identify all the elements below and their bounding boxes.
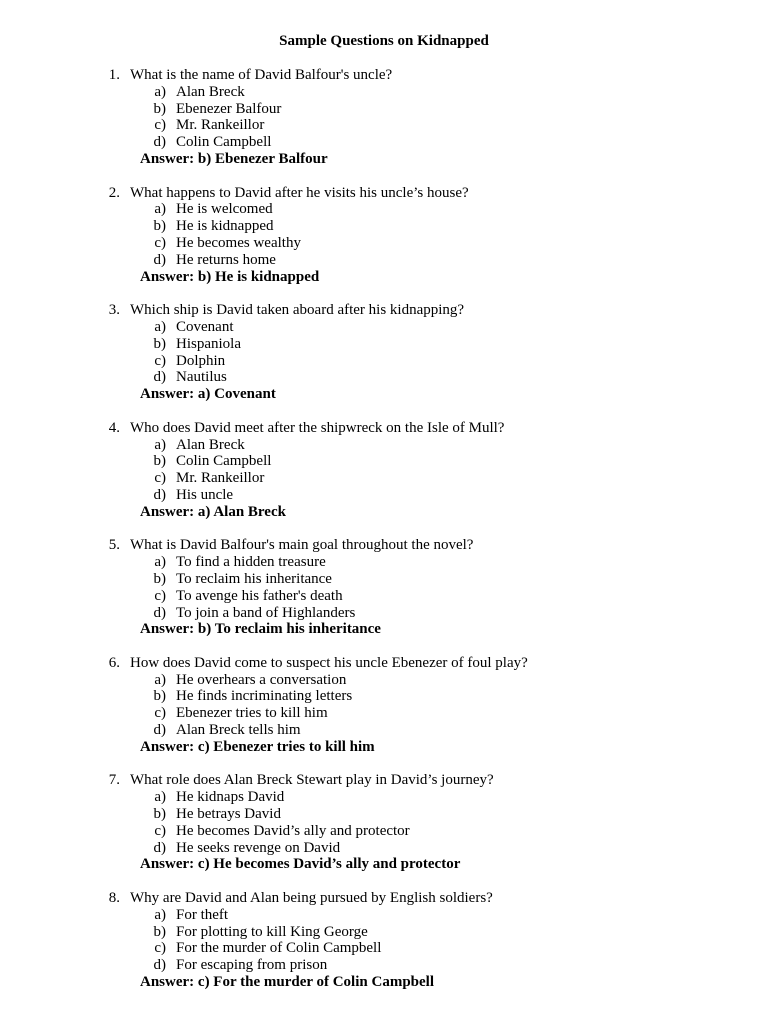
option-text: Colin Campbell <box>176 453 272 470</box>
option-item <box>0 823 768 840</box>
option-text: He seeks revenge on David <box>176 839 341 856</box>
question-row <box>0 890 768 907</box>
option-letter: d) <box>153 486 166 503</box>
question-row <box>0 655 768 672</box>
question-item <box>0 537 768 638</box>
option-letter: a) <box>154 554 166 571</box>
option-item <box>0 554 768 571</box>
option-text: For escaping from prison <box>176 957 328 974</box>
option-item <box>0 705 768 722</box>
question-text: Who does David meet after the shipwreck on the Isle of Mull? <box>130 419 505 436</box>
question-number: 7. <box>108 772 120 789</box>
option-text: Nautilus <box>176 369 227 386</box>
option-list <box>0 201 768 268</box>
question-text: Why are David and Alan being pursued by English soldiers? <box>130 890 493 907</box>
option-item <box>0 688 768 705</box>
question-row <box>0 67 768 84</box>
answer-line: Answer: c) For the murder of Colin Campbell <box>140 974 434 991</box>
option-letter: c) <box>154 234 166 251</box>
option-letter: a) <box>154 436 166 453</box>
option-item <box>0 252 768 269</box>
option-item <box>0 235 768 252</box>
option-text: He returns home <box>176 251 276 268</box>
option-text: He betrays David <box>176 806 281 823</box>
option-item <box>0 722 768 739</box>
question-row <box>0 537 768 554</box>
option-letter: a) <box>154 789 166 806</box>
option-list <box>0 907 768 974</box>
question-item <box>0 772 768 873</box>
option-text: His uncle <box>176 486 234 503</box>
answer-line: Answer: c) He becomes David’s ally and protector <box>140 856 461 873</box>
option-item <box>0 789 768 806</box>
option-item <box>0 672 768 689</box>
option-letter: c) <box>154 940 166 957</box>
option-item <box>0 924 768 941</box>
answer-line: Answer: b) Ebenezer Balfour <box>140 150 328 167</box>
question-text: What happens to David after he visits his uncle’s house? <box>130 184 469 201</box>
question-number: 4. <box>108 419 120 436</box>
question-item <box>0 890 768 991</box>
option-item <box>0 840 768 857</box>
option-text: Alan Breck tells him <box>176 722 301 739</box>
question-row <box>0 302 768 319</box>
option-letter: b) <box>153 806 166 823</box>
option-text: Ebenezer Balfour <box>176 100 282 117</box>
question-row <box>0 772 768 789</box>
option-text: He becomes David’s ally and protector <box>176 822 410 839</box>
option-letter: d) <box>153 134 166 151</box>
option-item <box>0 437 768 454</box>
option-text: Dolphin <box>176 352 226 369</box>
option-text: He is welcomed <box>176 201 273 218</box>
question-item <box>0 655 768 756</box>
option-text: To reclaim his inheritance <box>176 570 332 587</box>
option-letter: c) <box>154 352 166 369</box>
option-text: Hispaniola <box>176 335 241 352</box>
option-letter: d) <box>153 369 166 386</box>
question-item <box>0 185 768 286</box>
option-list <box>0 554 768 621</box>
option-text: For plotting to kill King George <box>176 923 368 940</box>
question-text: Which ship is David taken aboard after his kidnapping? <box>130 302 465 319</box>
option-text: To join a band of Highlanders <box>176 604 356 621</box>
option-item <box>0 201 768 218</box>
question-number: 8. <box>108 890 120 907</box>
option-list <box>0 84 768 151</box>
option-item <box>0 369 768 386</box>
option-letter: d) <box>153 839 166 856</box>
option-letter: d) <box>153 957 166 974</box>
option-item <box>0 134 768 151</box>
option-text: For the murder of Colin Campbell <box>176 940 382 957</box>
option-item <box>0 117 768 134</box>
question-row <box>0 185 768 202</box>
option-item <box>0 571 768 588</box>
option-letter: b) <box>153 335 166 352</box>
question-text: How does David come to suspect his uncle Ebenezer of foul play? <box>130 654 528 671</box>
option-item <box>0 218 768 235</box>
option-letter: a) <box>154 906 166 923</box>
option-letter: c) <box>154 117 166 134</box>
answer-line: Answer: b) To reclaim his inheritance <box>140 621 381 638</box>
option-list <box>0 437 768 504</box>
question-text: What role does Alan Breck Stewart play in David’s journey? <box>130 772 494 789</box>
question-number: 5. <box>108 537 120 554</box>
option-item <box>0 957 768 974</box>
option-item <box>0 487 768 504</box>
answer-line: Answer: b) He is kidnapped <box>140 268 320 285</box>
option-letter: b) <box>153 923 166 940</box>
option-item <box>0 319 768 336</box>
option-text: He finds incriminating letters <box>176 688 353 705</box>
option-letter: c) <box>154 705 166 722</box>
option-list <box>0 672 768 739</box>
option-letter: b) <box>153 688 166 705</box>
option-text: He becomes wealthy <box>176 234 301 251</box>
question-number: 6. <box>108 654 120 671</box>
option-item <box>0 588 768 605</box>
option-item <box>0 806 768 823</box>
option-letter: d) <box>153 722 166 739</box>
option-item <box>0 605 768 622</box>
question-number: 1. <box>108 67 120 83</box>
question-item <box>0 420 768 521</box>
option-letter: c) <box>154 587 166 604</box>
option-item <box>0 907 768 924</box>
question-list <box>0 67 768 1008</box>
option-letter: b) <box>153 218 166 235</box>
option-letter: c) <box>154 470 166 487</box>
option-item <box>0 940 768 957</box>
question-text: What is the name of David Balfour's uncle? <box>130 67 393 83</box>
question-row <box>0 420 768 437</box>
option-letter: a) <box>154 318 166 335</box>
option-item <box>0 84 768 101</box>
page-title: Sample Questions on Kidnapped <box>279 33 489 49</box>
option-text: He kidnaps David <box>176 789 285 806</box>
option-letter: c) <box>154 822 166 839</box>
option-letter: b) <box>153 570 166 587</box>
option-text: Mr. Rankeillor <box>176 470 265 487</box>
option-text: Mr. Rankeillor <box>176 117 265 134</box>
option-text: Ebenezer tries to kill him <box>176 705 328 722</box>
option-list <box>0 789 768 856</box>
option-text: To find a hidden treasure <box>176 554 326 571</box>
option-text: Colin Campbell <box>176 134 272 151</box>
option-letter: a) <box>154 201 166 218</box>
option-text: For theft <box>176 906 229 923</box>
option-letter: b) <box>153 100 166 117</box>
question-text: What is David Balfour's main goal throughout the novel? <box>130 537 474 554</box>
question-item <box>0 302 768 403</box>
option-item <box>0 101 768 118</box>
question-item <box>0 67 768 168</box>
option-item <box>0 453 768 470</box>
option-list <box>0 319 768 386</box>
option-letter: a) <box>154 671 166 688</box>
option-letter: d) <box>153 251 166 268</box>
option-text: He overhears a conversation <box>176 671 347 688</box>
option-letter: a) <box>154 83 166 100</box>
question-number: 3. <box>108 302 120 319</box>
answer-line: Answer: c) Ebenezer tries to kill him <box>140 738 375 755</box>
option-item <box>0 353 768 370</box>
option-text: Alan Breck <box>176 83 245 100</box>
option-letter: b) <box>153 453 166 470</box>
option-letter: d) <box>153 604 166 621</box>
option-text: To avenge his father's death <box>176 587 343 604</box>
option-item <box>0 336 768 353</box>
answer-line: Answer: a) Covenant <box>140 386 276 403</box>
option-text: He is kidnapped <box>176 218 274 235</box>
option-text: Covenant <box>176 318 234 335</box>
question-number: 2. <box>108 184 120 201</box>
option-item <box>0 470 768 487</box>
option-text: Alan Breck <box>176 436 245 453</box>
answer-line: Answer: a) Alan Breck <box>140 503 286 520</box>
